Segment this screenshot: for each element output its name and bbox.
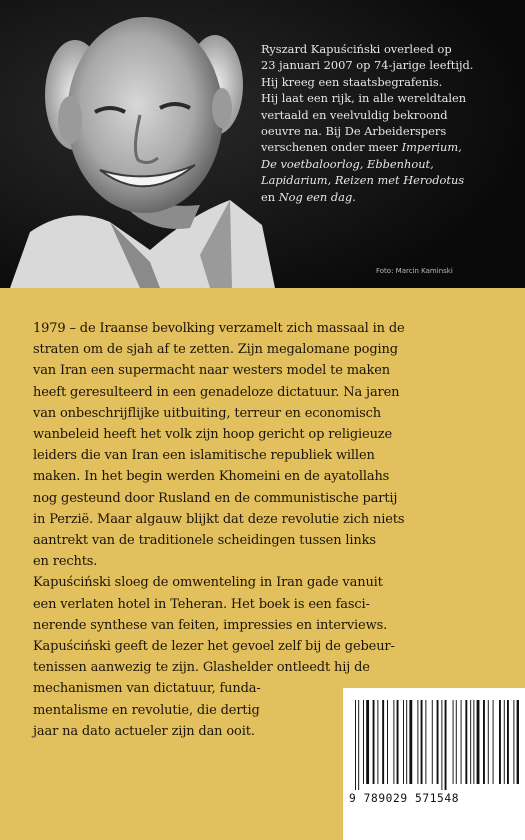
isbn-number: 9 789029 571548 bbox=[349, 792, 460, 805]
author-bio-line bbox=[261, 123, 511, 139]
barcode-bar bbox=[477, 700, 480, 784]
barcode-bar bbox=[393, 700, 394, 784]
author-bio-line bbox=[261, 139, 511, 155]
author-bio-segment: De voetbaloorlog, Ebbenhout, bbox=[261, 156, 434, 171]
author-bio-segment: 23 januari 2007 op 74-jarige leeftijd. bbox=[261, 58, 474, 73]
description-line: tenissen aanwezig te zijn. Glashelder ontleedt hij de bbox=[33, 660, 370, 676]
description-line: in Perzië. Maar algauw blijkt dat deze revolutie zich niets bbox=[33, 511, 405, 527]
description-line: straten om de sjah af te zetten. Zijn megalomane poging bbox=[33, 342, 398, 358]
book-description bbox=[33, 318, 503, 742]
description-line: wanbeleid heeft het volk zijn hoop gericht op religieuze bbox=[33, 427, 393, 443]
description-line: aantrekt van de traditionele scheidingen tussen links bbox=[33, 533, 376, 549]
barcode-bar bbox=[470, 700, 471, 784]
isbn-barcode bbox=[343, 688, 525, 840]
barcode-bar bbox=[473, 700, 474, 784]
barcode-bar bbox=[488, 700, 489, 784]
barcode-bar bbox=[517, 700, 519, 784]
author-bio-line bbox=[261, 57, 511, 73]
author-bio-line bbox=[261, 172, 511, 188]
author-bio-segment: verschenen onder meer bbox=[261, 140, 402, 155]
barcode-bar bbox=[445, 700, 447, 790]
description-line: mechanismen van dictatuur, funda- bbox=[33, 681, 261, 697]
barcode-bar bbox=[397, 700, 399, 784]
barcode-bars bbox=[353, 700, 519, 790]
barcode-bar bbox=[377, 700, 378, 784]
barcode-bar bbox=[483, 700, 485, 784]
description-line: maken. In het begin werden Khomeini en de ayatollahs bbox=[33, 469, 390, 485]
description-line: jaar na dato actueler zijn dan ooit. bbox=[33, 723, 255, 739]
author-bio-segment: Hij laat een rijk, in alle wereldtalen bbox=[261, 91, 467, 106]
barcode-bar bbox=[453, 700, 454, 784]
author-bio-segment: vertaald en veelvuldig bekroond bbox=[261, 107, 448, 122]
author-bio-line bbox=[261, 41, 511, 57]
author-bio-line bbox=[261, 189, 511, 205]
barcode-bar bbox=[504, 700, 505, 784]
barcode-bar bbox=[421, 700, 423, 784]
barcode-bar bbox=[366, 700, 369, 784]
barcode-bar bbox=[425, 700, 426, 784]
author-bio-line bbox=[261, 90, 511, 106]
barcode-bar bbox=[363, 700, 364, 784]
description-line: en rechts. bbox=[33, 554, 98, 570]
description-line: 1979 – de Iraanse bevolking verzamelt zich massaal in de bbox=[33, 321, 405, 336]
barcode-bar bbox=[382, 700, 384, 784]
description-line: Kapuściński sloeg de omwenteling in Iran gade vanuit bbox=[33, 575, 383, 591]
description-line: heeft geresulteerd in een genadeloze dictatuur. Na jaren bbox=[33, 384, 400, 400]
author-bio-line bbox=[261, 74, 511, 90]
barcode-bar bbox=[406, 700, 407, 784]
description-line: leiders die van Iran een islamitische republiek willen bbox=[33, 448, 375, 464]
barcode-bar bbox=[441, 700, 442, 790]
barcode-bar bbox=[513, 700, 514, 784]
author-photo-band bbox=[0, 0, 525, 288]
author-bio-segment: Lapidarium, Reizen met Herodotus bbox=[261, 173, 465, 188]
barcode-bar bbox=[432, 700, 433, 784]
barcode-bar bbox=[373, 700, 375, 784]
author-bio-segment: Ryszard Kapuściński overleed op bbox=[261, 42, 452, 56]
description-line: een verlaten hotel in Teheran. Het boek is een fasci- bbox=[33, 596, 370, 612]
barcode-bar bbox=[358, 700, 359, 790]
description-line: van onbeschrijflijke uitbuiting, terreur en economisch bbox=[33, 405, 382, 421]
barcode-bar bbox=[409, 700, 412, 784]
barcode-bar bbox=[507, 700, 509, 784]
barcode-bar bbox=[461, 700, 462, 784]
barcode-bar bbox=[456, 700, 457, 784]
description-line: mentalisme en revolutie, die dertig bbox=[33, 702, 260, 718]
description-line: nerende synthese van feiten, impressies en interviews. bbox=[33, 617, 388, 633]
barcode-bar bbox=[437, 700, 439, 784]
author-bio-segment: en bbox=[261, 189, 279, 204]
author-bio bbox=[261, 41, 511, 205]
author-bio-segment: oeuvre na. Bij De Arbeiderspers bbox=[261, 124, 447, 139]
author-bio-line bbox=[261, 156, 511, 172]
author-bio-segment: Hij kreeg een staatsbegrafenis. bbox=[261, 74, 443, 89]
barcode-bar bbox=[355, 700, 356, 790]
barcode-bar bbox=[499, 700, 501, 784]
author-bio-line bbox=[261, 107, 511, 123]
barcode-bar bbox=[493, 700, 494, 784]
barcode-bar bbox=[403, 700, 404, 784]
barcode-bar bbox=[387, 700, 388, 784]
description-line: van Iran een supermacht naar westers model te maken bbox=[33, 363, 390, 379]
barcode-bar bbox=[417, 700, 418, 784]
barcode-bar bbox=[465, 700, 467, 784]
description-line: Kapuściński geeft de lezer het gevoel zelf bij de gebeur- bbox=[33, 639, 395, 655]
description-line: nog gesteund door Rusland en de communistische partij bbox=[33, 490, 398, 506]
author-bio-segment: Imperium, bbox=[401, 140, 462, 155]
author-bio-segment: Nog een dag. bbox=[278, 189, 356, 204]
photo-credit: Foto: Marcin Kaminski bbox=[376, 267, 453, 275]
